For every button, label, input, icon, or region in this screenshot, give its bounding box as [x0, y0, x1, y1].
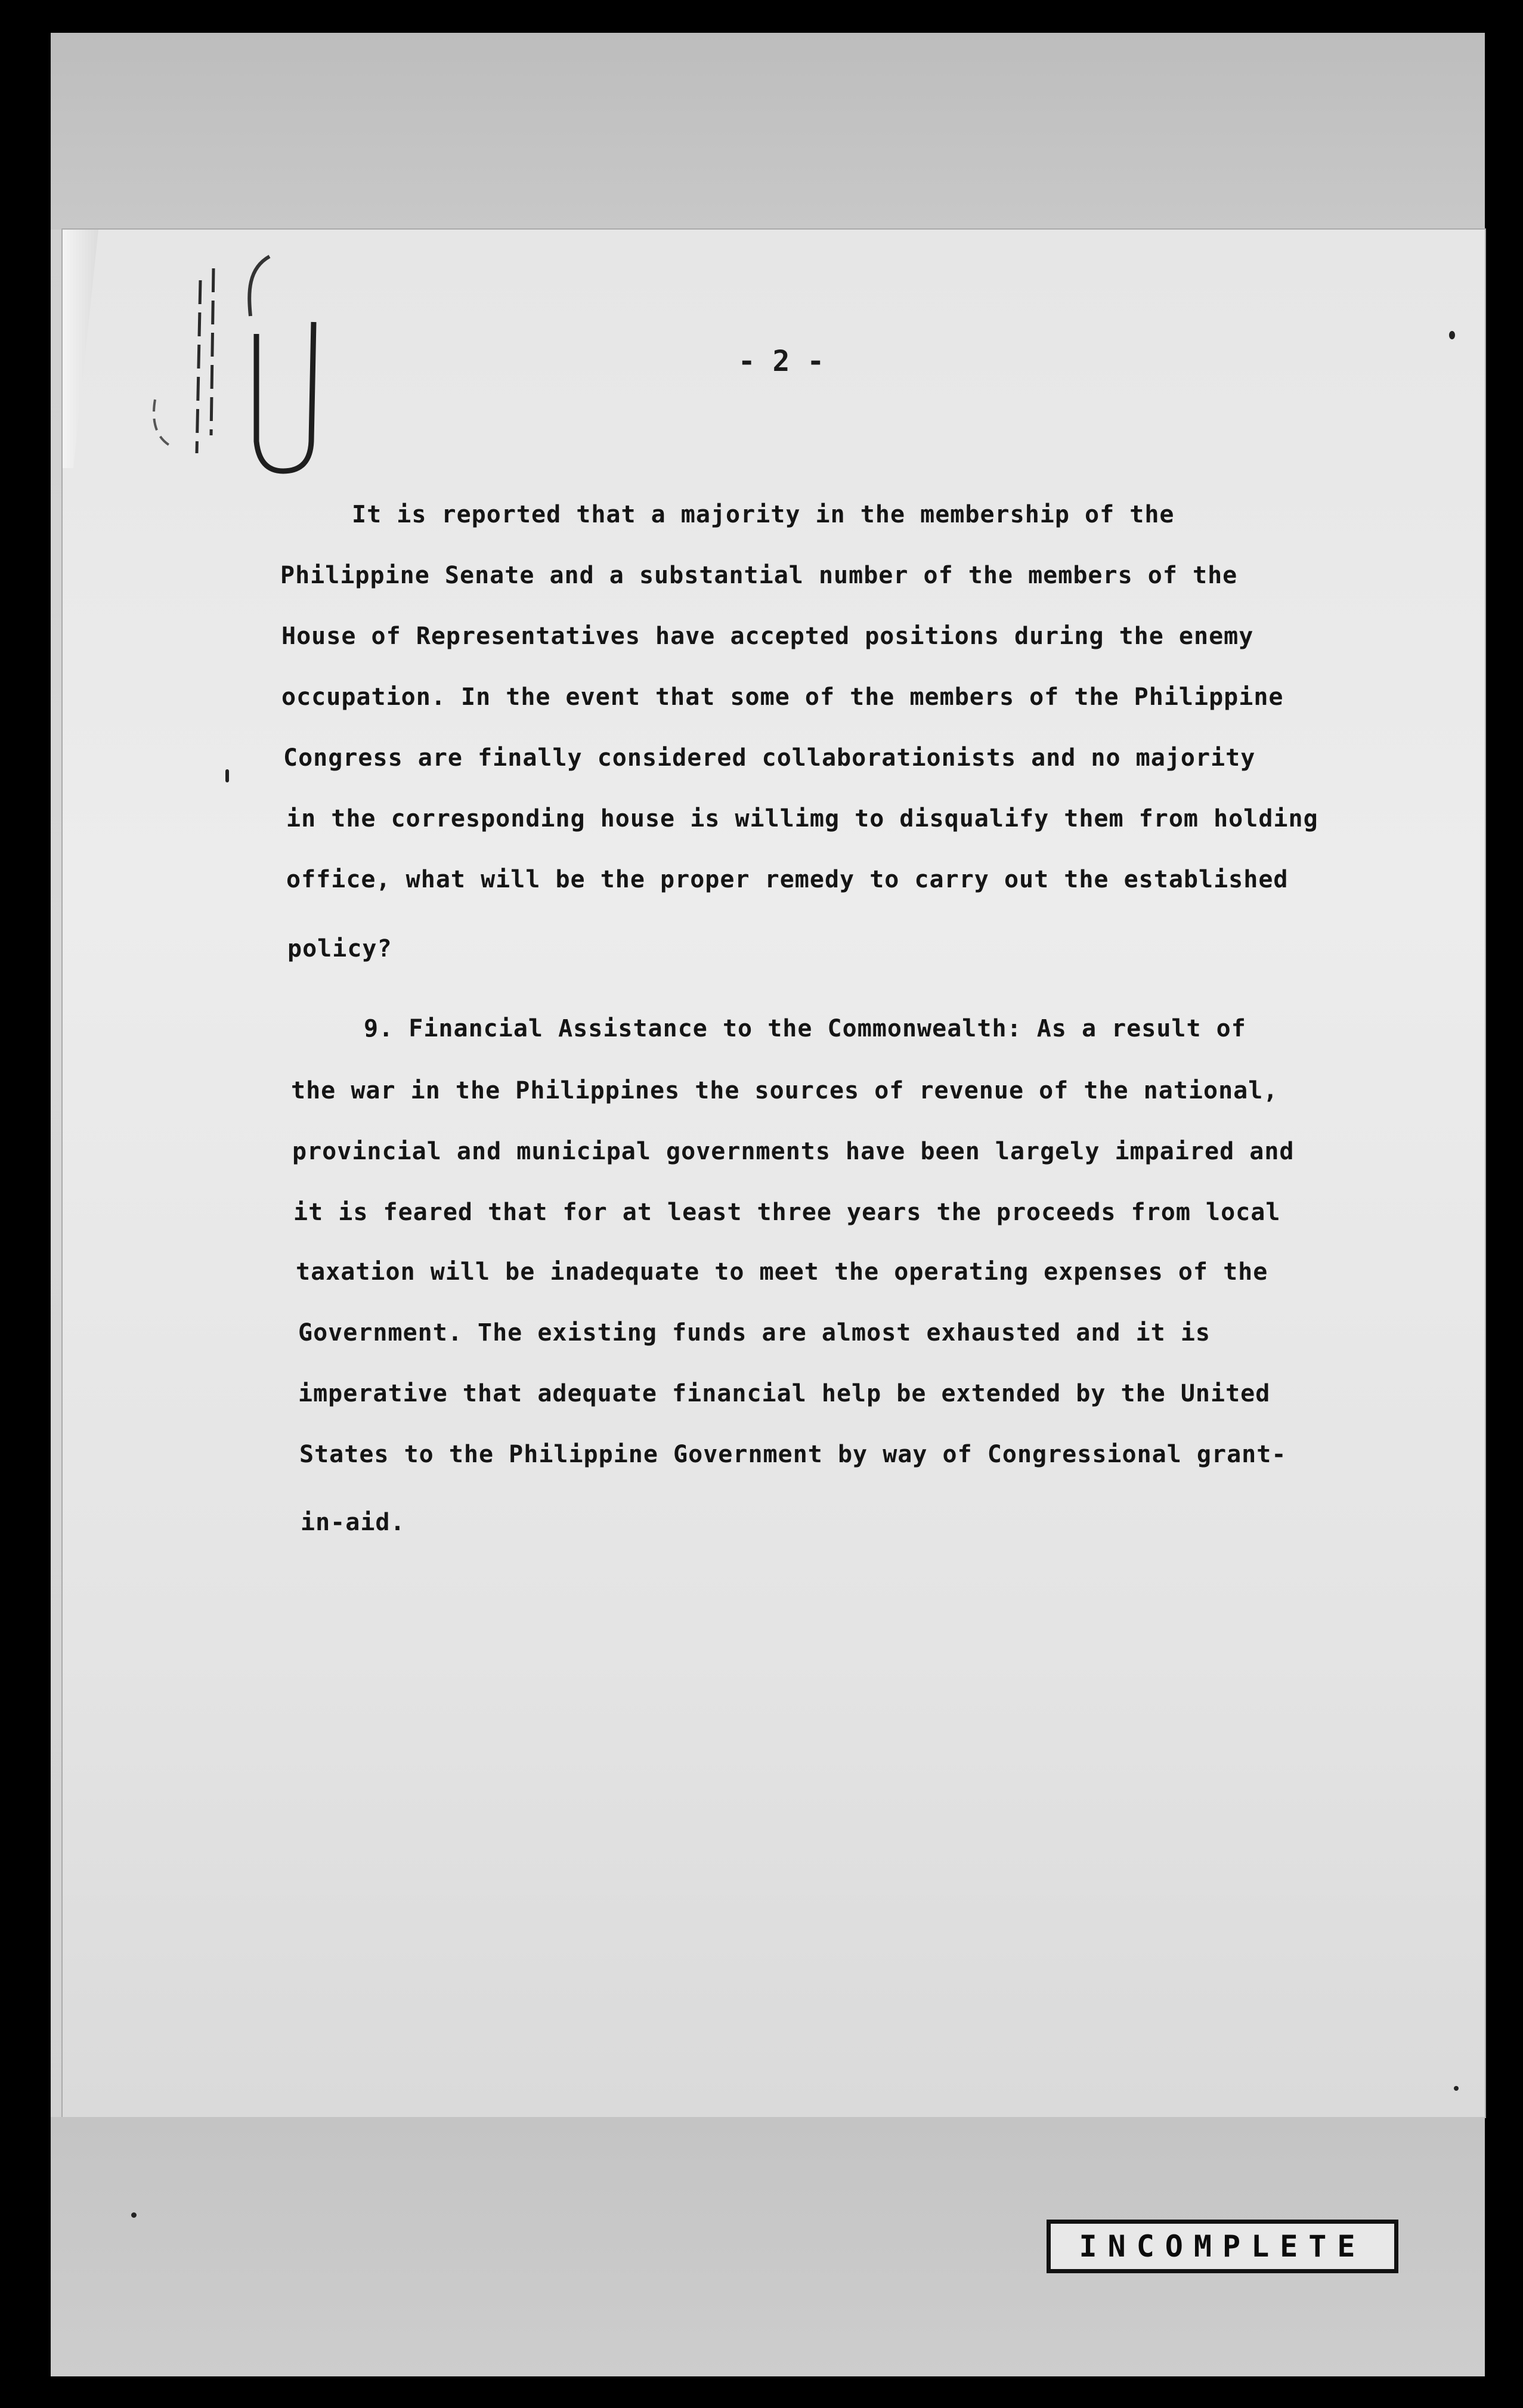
paperclip-icon — [137, 244, 352, 495]
text-line: Congress are finally considered collaborationists and no majority — [283, 744, 1256, 772]
text-line: House of Representatives have accepted positions during the enemy — [281, 623, 1254, 650]
text-line: policy? — [287, 935, 392, 962]
incomplete-stamp: INCOMPLETE — [1047, 2220, 1398, 2273]
text-line: the war in the Philippines the sources of revenue of the national, — [291, 1077, 1279, 1104]
text-line: 9. Financial Assistance to the Commonwealth: As a result of — [364, 1015, 1246, 1042]
text-line: office, what will be the proper remedy to carry out the established — [286, 866, 1289, 893]
page-number: - 2 - — [738, 345, 825, 378]
dust-speck — [131, 2212, 137, 2218]
text-line: Philippine Senate and a substantial number of the members of the — [280, 562, 1238, 589]
dust-speck — [225, 769, 229, 782]
text-line: Government. The existing funds are almost exhausted and it is — [298, 1319, 1211, 1347]
dust-speck — [1449, 331, 1455, 339]
text-line: taxation will be inadequate to meet the operating expenses of the — [296, 1258, 1268, 1286]
dust-speck — [1454, 2086, 1459, 2091]
text-line: States to the Philippine Government by way of Congressional grant- — [299, 1441, 1287, 1468]
text-line: it is feared that for at least three years the proceeds from local — [293, 1199, 1281, 1226]
text-line: in-aid. — [301, 1509, 405, 1536]
text-line: occupation. In the event that some of the members of the Philippine — [281, 683, 1284, 711]
text-line: provincial and municipal governments have been largely impaired and — [292, 1138, 1295, 1165]
text-line: imperative that adequate financial help be extended by the United — [298, 1380, 1271, 1407]
text-line: It is reported that a majority in the membership of the — [352, 501, 1175, 528]
backing-sheet-top — [51, 33, 1485, 230]
text-line: in the corresponding house is willimg to disqualify them from holding — [286, 805, 1318, 832]
